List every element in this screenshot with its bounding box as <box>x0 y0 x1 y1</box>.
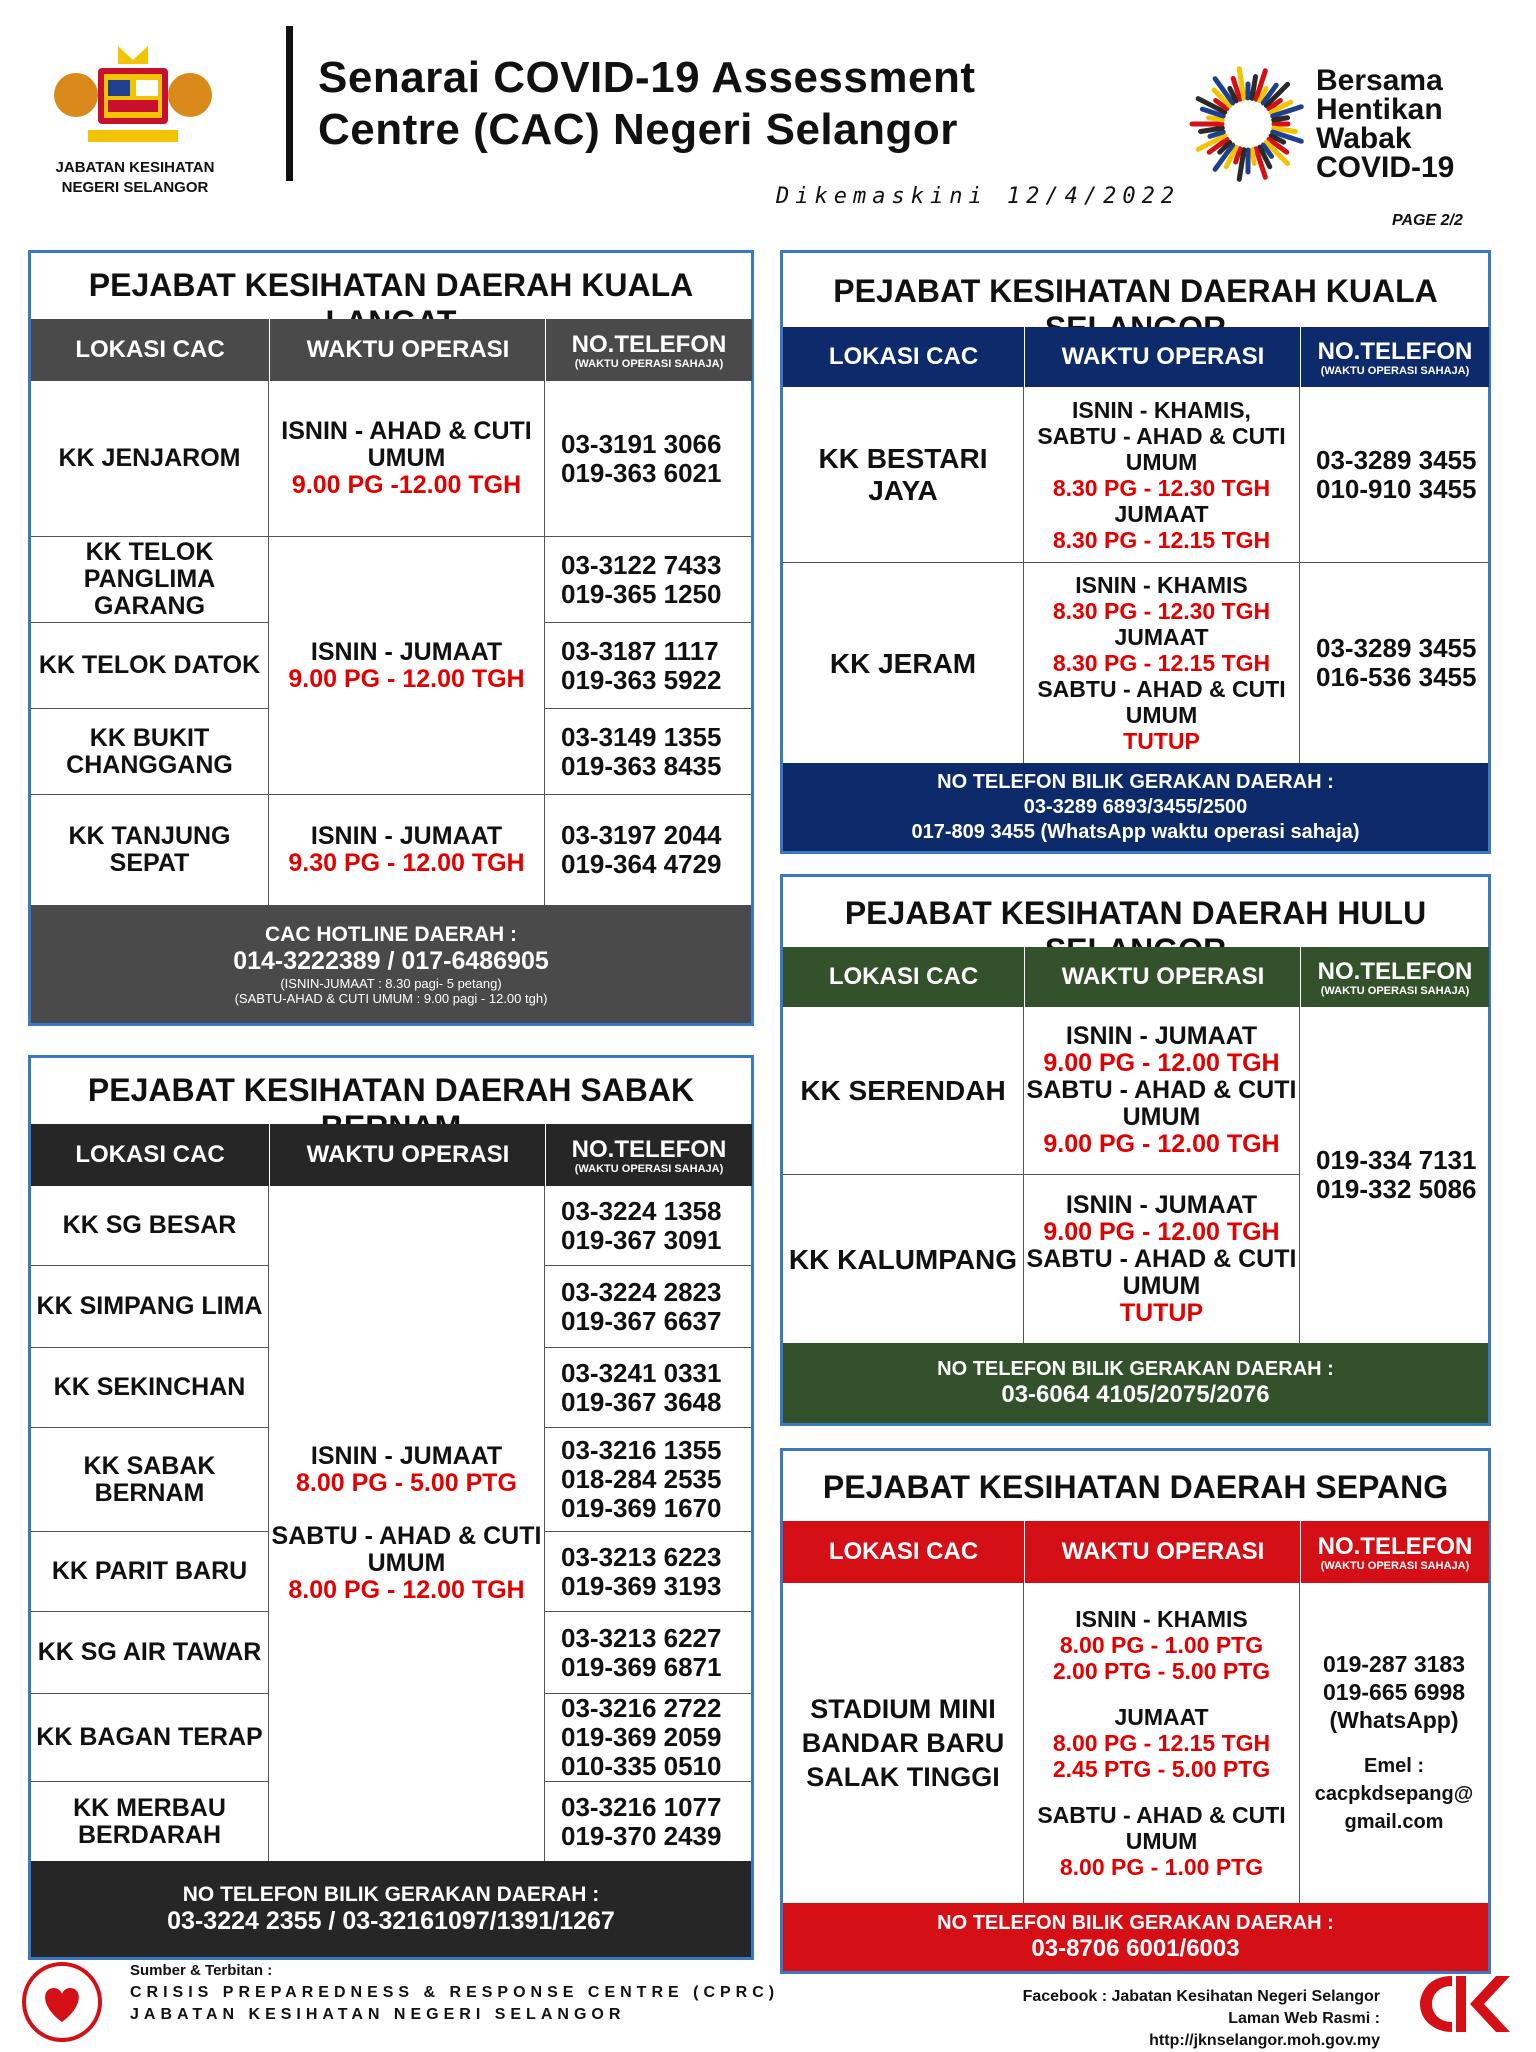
phone-number: 019-665 6998 <box>1323 1679 1465 1705</box>
hours-time: 8.00 PG - 12.15 TGH <box>1052 1730 1271 1756</box>
column-header-label: NO.TELEFON <box>1317 957 1473 985</box>
column-header-label: LOKASI CAC <box>828 343 979 370</box>
phone-number: 03-3213 6227 <box>561 1622 722 1653</box>
hours-time: 8.30 PG - 12.15 TGH <box>1052 650 1271 676</box>
phone-cell <box>545 1782 751 1861</box>
panel-title: PEJABAT KESIHATAN DAERAH KUALA <box>88 267 694 303</box>
location-cell: KK SG BESAR <box>31 1186 269 1266</box>
footer-phone: 017-809 3455 (WhatsApp waktu operasi sahaja) <box>911 820 1360 843</box>
page-title-line1: Senarai COVID-19 Assessment <box>318 53 976 102</box>
phone-number: 03-3289 3455 <box>1316 444 1477 475</box>
hours-time: 9.30 PG - 12.00 TGH <box>288 849 525 877</box>
column-header-label: LOKASI CAC <box>828 1538 979 1565</box>
column-header-label: WAKTU OPERASI <box>306 1141 510 1168</box>
hours-cell <box>269 537 545 795</box>
hours-time: 8.30 PG - 12.30 TGH <box>1052 474 1271 501</box>
location-cell: KK MERBAU BERDARAH <box>31 1782 269 1861</box>
district-operations-footer <box>783 763 1488 851</box>
phone-number: 019-363 8435 <box>561 750 722 781</box>
footer-label: NO TELEFON BILIK GERAKAN DAERAH : <box>937 1911 1334 1934</box>
page-title-line2: Centre (CAC) Negeri Selangor <box>318 105 958 154</box>
panel-title: PEJABAT KESIHATAN DAERAH KUALA <box>833 273 1438 309</box>
phone-number: 03-3216 2722 <box>561 1693 722 1723</box>
cpk-logo <box>1412 1968 1522 2042</box>
location-cell: KK KALUMPANG <box>783 1175 1024 1343</box>
hours-days: UMUM <box>367 1549 446 1577</box>
phone-number: 019-367 3648 <box>561 1386 722 1417</box>
phone-number: 03-3216 1077 <box>561 1791 722 1822</box>
phone-cell <box>1300 563 1488 763</box>
footer-phone: 03-6064 4105/2075/2076 <box>1001 1380 1270 1408</box>
campaign-slogan <box>1316 66 1454 182</box>
phone-cell <box>545 1532 751 1612</box>
phone-number: 019-332 5086 <box>1316 1174 1477 1204</box>
hours-cell <box>1024 387 1300 563</box>
hours-days: UMUM <box>1122 1271 1201 1300</box>
email-label: Emel : <box>1363 1755 1425 1777</box>
hours-time: 2.45 PTG - 5.00 PTG <box>1052 1756 1271 1782</box>
column-header-lokasi <box>31 319 269 381</box>
header-divider <box>286 26 293 181</box>
hours-time: 9.00 PG - 12.00 TGH <box>1043 1217 1280 1246</box>
phone-cell <box>545 537 751 623</box>
hours-days: ISNIN - KHAMIS <box>1075 1606 1248 1632</box>
panel-sabak-bernam <box>28 1055 754 1960</box>
phone-number: 016-536 3455 <box>1316 662 1477 692</box>
column-header-sublabel: (WAKTU OPERASI SAHAJA) <box>1320 984 1470 997</box>
location-cell: KK SERENDAH <box>783 1007 1024 1175</box>
location-cell: KK SIMPANG LIMA <box>31 1266 269 1348</box>
column-header-label: NO.TELEFON <box>571 330 727 358</box>
hours-days: ISNIN - AHAD & CUTI <box>281 417 532 445</box>
campaign-sunburst-logo <box>1188 64 1308 184</box>
hours-time: 9.00 PG - 12.00 TGH <box>1043 1130 1280 1158</box>
hours-days: ISNIN - JUMAAT <box>310 637 503 666</box>
phone-cell <box>1300 1583 1488 1903</box>
whatsapp-note: (WhatsApp) <box>1329 1707 1459 1733</box>
hours-time: 8.30 PG - 12.15 TGH <box>1052 526 1271 553</box>
email-address[interactable]: gmail.com <box>1344 1811 1444 1833</box>
source-org: CRISIS PREPAREDNESS & RESPONSE CENTRE (CPRC) <box>130 1984 780 2001</box>
district-operations-footer <box>783 1343 1488 1423</box>
phone-cell <box>545 1612 751 1694</box>
location-cell: KK BAGAN TERAP <box>31 1694 269 1782</box>
location-cell: KK TELOK DATOK <box>31 623 269 709</box>
location-cell: STADIUM MINI BANDAR BARU SALAK TINGGI <box>783 1583 1024 1903</box>
district-operations-footer <box>31 1861 751 1957</box>
hours-cell <box>269 381 545 537</box>
footer-note: (SABTU-AHAD & CUTI UMUM : 9.00 pagi - 12.00 tgh) <box>234 990 548 1006</box>
hours-days: SABTU - AHAD & CUTI <box>271 1522 542 1550</box>
phone-number: 03-3191 3066 <box>561 428 722 459</box>
hours-time: 9.00 PG - 12.00 TGH <box>288 664 525 693</box>
source-org: JABATAN KESIHATAN NEGERI SELANGOR <box>130 2006 626 2023</box>
footer-label: NO TELEFON BILIK GERAKAN DAERAH : <box>182 1882 600 1906</box>
footer-phone: 03-8706 6001/6003 <box>1031 1934 1240 1962</box>
footer-label: NO TELEFON BILIK GERAKAN DAERAH : <box>937 1357 1334 1380</box>
column-header-waktu <box>1024 327 1301 387</box>
campaign-line1: Bersama <box>1316 64 1443 97</box>
hours-days: UMUM <box>1122 1103 1201 1131</box>
hours-cell <box>269 795 545 905</box>
panel-title: PEJABAT KESIHATAN DAERAH SEPANG <box>822 1469 1449 1505</box>
sunburst-ray <box>1201 128 1223 131</box>
phone-number: 019-364 4729 <box>561 849 722 879</box>
sunburst-ray <box>1252 150 1254 164</box>
phone-number: 019-369 6871 <box>561 1651 722 1682</box>
hours-time: 2.00 PTG - 5.00 PTG <box>1052 1658 1271 1684</box>
column-header-label: LOKASI CAC <box>75 336 225 363</box>
hours-days: SABTU - AHAD & CUTI <box>1037 1802 1286 1828</box>
phone-cell <box>545 1266 751 1348</box>
hours-closed: TUTUP <box>1119 1298 1204 1327</box>
hours-time: 8.30 PG - 12.30 TGH <box>1052 598 1271 624</box>
phone-number: 019-369 1670 <box>561 1493 722 1523</box>
column-header-label: LOKASI CAC <box>828 963 979 990</box>
phone-cell <box>1300 387 1488 563</box>
location-cell: KK BESTARI JAYA <box>783 387 1024 563</box>
column-header-lokasi <box>31 1124 269 1186</box>
hours-cell <box>269 1186 545 1861</box>
panel-hulu-selangor <box>780 874 1491 1426</box>
column-header-label: LOKASI CAC <box>75 1141 225 1168</box>
hours-days: SABTU - AHAD & CUTI <box>1037 676 1286 702</box>
panel-kuala-selangor <box>780 250 1491 854</box>
column-header-telefon <box>1300 947 1489 1007</box>
footer-label: CAC HOTLINE DAERAH : <box>265 922 517 946</box>
phone-number: 03-3187 1117 <box>561 635 719 666</box>
column-header-telefon <box>1300 327 1489 387</box>
hours-time: 8.00 PG - 1.00 PTG <box>1059 1854 1264 1880</box>
phone-cell <box>545 709 751 795</box>
district-hotline-footer <box>31 905 751 1023</box>
email-address[interactable]: cacpkdsepang@ <box>1314 1783 1474 1805</box>
hours-time: 8.00 PG - 12.00 TGH <box>288 1576 525 1604</box>
hours-days: JUMAAT <box>1114 624 1209 650</box>
phone-number: 03-3122 7433 <box>561 549 722 580</box>
location-cell: KK BUKIT CHANGGANG <box>31 709 269 795</box>
phone-number: 03-3149 1355 <box>561 721 722 752</box>
column-header-lokasi <box>783 947 1024 1007</box>
location-cell: KK SEKINCHAN <box>31 1348 269 1428</box>
phone-number: 019-287 3183 <box>1323 1651 1465 1677</box>
hours-closed: TUTUP <box>1123 728 1200 754</box>
facebook-link[interactable]: Facebook : Jabatan Kesihatan Negeri Selangor <box>1022 1988 1380 2005</box>
phone-number: 010-910 3455 <box>1316 473 1477 504</box>
hours-days: ISNIN - JUMAAT <box>1065 1022 1258 1050</box>
phone-number: 019-369 3193 <box>561 1570 722 1601</box>
column-header-waktu <box>269 319 546 381</box>
column-header-waktu <box>269 1124 546 1186</box>
phone-number: 019-369 2059 <box>561 1722 722 1752</box>
agency-name-line2: NEGERI SELANGOR <box>61 179 209 196</box>
sunburst-ray <box>1274 118 1288 120</box>
hours-cell <box>1024 1583 1300 1903</box>
phone-cell <box>1300 1007 1488 1343</box>
hours-days: UMUM <box>1125 702 1198 728</box>
location-cell: KK TELOK PANGLIMA GARANG <box>31 537 269 623</box>
hours-days: SABTU - AHAD & CUTI <box>1026 1244 1297 1273</box>
source-label: Sumber & Terbitan : <box>130 1962 273 1979</box>
agency-name-line1: JABATAN KESIHATAN <box>55 159 215 176</box>
hours-days: ISNIN - JUMAAT <box>310 822 503 850</box>
sunburst-ray <box>1208 118 1222 120</box>
footer-note: (ISNIN-JUMAAT : 8.30 pagi- 5 petang) <box>280 975 502 991</box>
column-header-sublabel: (WAKTU OPERASI SAHAJA) <box>1320 1559 1470 1572</box>
contact-links <box>1006 1986 1380 2052</box>
column-header-sublabel: (WAKTU OPERASI SAHAJA) <box>574 357 724 370</box>
phone-cell <box>545 1348 751 1428</box>
panel-title: PEJABAT KESIHATAN DAERAH SABAK <box>87 1072 695 1108</box>
cprc-heart-logo <box>20 1960 104 2044</box>
location-cell: KK JENJAROM <box>31 381 269 537</box>
column-header-waktu <box>1024 947 1301 1007</box>
column-header-label: WAKTU OPERASI <box>1061 343 1265 370</box>
hours-time: 9.00 PG - 12.00 TGH <box>1043 1049 1280 1077</box>
phone-number: 010-335 0510 <box>561 1751 722 1781</box>
hours-days: UMUM <box>1125 1828 1198 1854</box>
hours-days: ISNIN - JUMAAT <box>310 1442 503 1470</box>
location-cell: KK PARIT BARU <box>31 1532 269 1612</box>
source-credit <box>130 1960 779 2026</box>
hours-days: JUMAAT <box>1114 1704 1209 1730</box>
footer-phone: 03-3289 6893/3455/2500 <box>1023 795 1248 818</box>
hours-time: 8.00 PG - 5.00 PTG <box>296 1469 517 1497</box>
column-header-label: NO.TELEFON <box>1317 1532 1473 1560</box>
campaign-line3: Wabak <box>1316 122 1412 155</box>
location-cell: KK JERAM <box>783 563 1024 763</box>
column-header-label: WAKTU OPERASI <box>306 336 510 363</box>
phone-number: 03-3224 2823 <box>561 1276 722 1307</box>
phone-number: 019-334 7131 <box>1316 1145 1477 1175</box>
updated-date: Dikemaskini 12/4/2022 <box>776 184 1181 209</box>
column-header-lokasi <box>783 1521 1024 1583</box>
phone-number: 03-3224 1358 <box>561 1195 722 1226</box>
phone-number: 018-284 2535 <box>561 1464 722 1494</box>
phone-cell <box>545 795 751 905</box>
page-title <box>318 52 976 156</box>
phone-number: 019-363 5922 <box>561 664 722 695</box>
hours-cell <box>1024 1007 1300 1175</box>
phone-number: 019-367 3091 <box>561 1224 722 1255</box>
hours-days: UMUM <box>1125 448 1198 475</box>
phone-number: 019-365 1250 <box>561 578 722 609</box>
location-cell: KK SG AIR TAWAR <box>31 1612 269 1694</box>
panel-title: PEJABAT KESIHATAN DAERAH HULU <box>844 895 1427 931</box>
campaign-line4: COVID-19 <box>1316 151 1455 184</box>
column-header-lokasi <box>783 327 1024 387</box>
column-header-telefon <box>545 1124 752 1186</box>
hours-days: ISNIN - KHAMIS <box>1075 572 1248 598</box>
hours-days: SABTU - AHAD & CUTI <box>1026 1076 1297 1104</box>
phone-cell <box>545 1428 751 1532</box>
phone-number: 03-3216 1355 <box>561 1435 722 1465</box>
phone-cell <box>545 1694 751 1782</box>
phone-number: 03-3241 0331 <box>561 1357 722 1388</box>
panel-sepang <box>780 1448 1491 1974</box>
district-operations-footer <box>783 1903 1488 1971</box>
hours-time: 8.00 PG - 1.00 PTG <box>1059 1632 1264 1658</box>
column-header-label: NO.TELEFON <box>571 1135 727 1163</box>
footer-phone: 03-3224 2355 / 03-32161097/1391/1267 <box>167 1906 615 1935</box>
column-header-telefon <box>545 319 752 381</box>
website-link[interactable]: Laman Web Rasmi : http://jknselangor.moh.gov.my <box>1149 2010 1380 2049</box>
location-cell: KK SABAK BERNAM <box>31 1428 269 1532</box>
column-header-label: WAKTU OPERASI <box>1061 1538 1265 1565</box>
phone-number: 019-363 6021 <box>561 457 722 488</box>
column-header-label: WAKTU OPERASI <box>1061 963 1265 990</box>
hours-cell <box>1024 563 1300 763</box>
phone-cell <box>545 623 751 709</box>
column-header-sublabel: (WAKTU OPERASI SAHAJA) <box>574 1162 724 1175</box>
footer-phone: 014-3222389 / 017-6486905 <box>233 946 549 975</box>
phone-number: 03-3213 6223 <box>561 1541 722 1572</box>
page-label: PAGE 2/2 <box>1392 212 1463 229</box>
column-header-telefon <box>1300 1521 1489 1583</box>
phone-number: 019-370 2439 <box>561 1820 722 1851</box>
campaign-line2: Hentikan <box>1316 93 1443 126</box>
phone-cell <box>545 1186 751 1266</box>
hours-days: UMUM <box>367 444 446 472</box>
footer-label: NO TELEFON BILIK GERAKAN DAERAH : <box>937 770 1334 793</box>
hours-days: ISNIN - KHAMIS, <box>1072 396 1251 423</box>
hours-cell <box>1024 1175 1300 1343</box>
malaysia-coat-of-arms-logo <box>48 40 218 150</box>
panel-kuala-langat <box>28 250 754 1026</box>
hours-time: 9.00 PG -12.00 TGH <box>291 471 522 499</box>
hours-days: ISNIN - JUMAAT <box>1065 1190 1258 1219</box>
column-header-waktu <box>1024 1521 1301 1583</box>
phone-cell <box>545 381 751 537</box>
phone-number: 019-367 6637 <box>561 1305 722 1336</box>
hours-days: JUMAAT <box>1114 500 1209 527</box>
column-header-sublabel: (WAKTU OPERASI SAHAJA) <box>1320 364 1470 377</box>
column-header-label: NO.TELEFON <box>1317 337 1473 365</box>
phone-number: 03-3289 3455 <box>1316 633 1477 663</box>
location-cell: KK TANJUNG SEPAT <box>31 795 269 905</box>
hours-days: SABTU - AHAD & CUTI <box>1037 422 1286 449</box>
phone-number: 03-3197 2044 <box>561 820 722 850</box>
